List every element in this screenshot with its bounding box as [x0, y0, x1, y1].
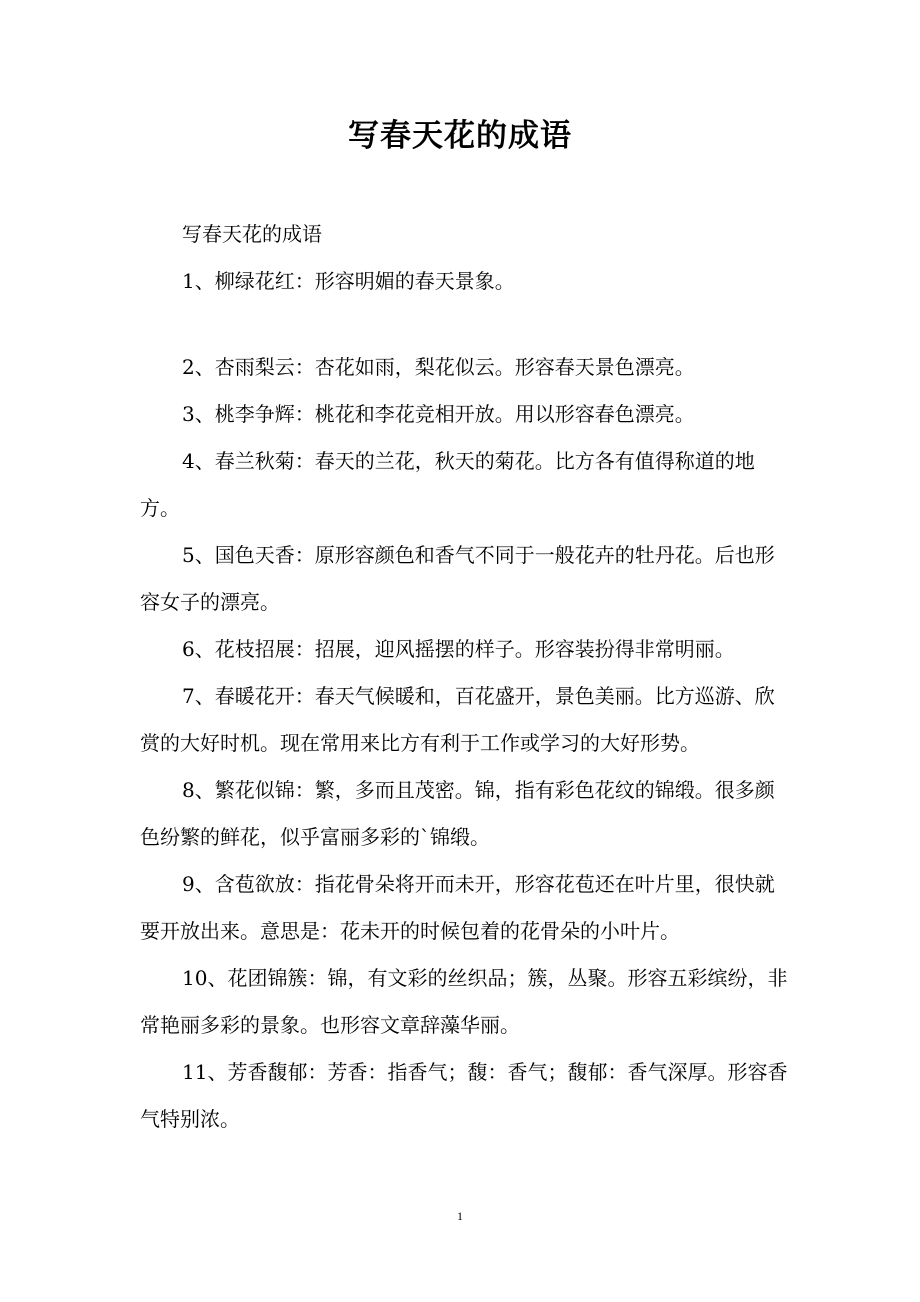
- paragraph-idiom-4: 4、春兰秋菊：春天的兰花，秋天的菊花。比方各有值得称道的地方。: [140, 449, 755, 520]
- paragraph-idiom-1: 1、柳绿花红：形容明媚的春天景象。: [182, 269, 515, 293]
- paragraph-idiom-7: 7、春暖花开：春天气候暖和，百花盛开，景色美丽。比方巡游、欣赏的大好时机。现在常用来比方有利于工作或学习的大好形势。: [140, 684, 775, 755]
- paragraph-idiom-2: 2、杏雨梨云：杏花如雨，梨花似云。形容春天景色漂亮。: [182, 355, 695, 379]
- document-title: 写春天花的成语: [348, 118, 572, 154]
- paragraph-idiom-9: 9、含苞欲放：指花骨朵将开而未开，形容花苞还在叶片里，很快就要开放出来。意思是：花未开的时候包着的花骨朵的小叶片。: [140, 872, 775, 943]
- paragraph-idiom-3: 3、桃李争辉：桃花和李花竞相开放。用以形容春色漂亮。: [182, 402, 695, 426]
- paragraph-idiom-8: 8、繁花似锦：繁，多而且茂密。锦，指有彩色花纹的锦缎。很多颜色纷繁的鲜花，似乎富丽多彩的`锦缎。: [140, 778, 775, 849]
- paragraph-idiom-11: 11、芳香馥郁：芳香：指香气；馥：香气；馥郁：香气深厚。形容香气特别浓。: [140, 1060, 788, 1131]
- paragraph-idiom-10: 10、花团锦簇：锦，有文彩的丝织品；簇，丛聚。形容五彩缤纷，非常艳丽多彩的景象。也形容文章辞藻华丽。: [140, 966, 788, 1037]
- paragraph-idiom-6: 6、花枝招展：招展，迎风摇摆的样子。形容装扮得非常明丽。: [182, 637, 735, 661]
- document-body: [140, 211, 790, 1143]
- page-number: 1: [457, 1209, 463, 1223]
- paragraph-idiom-5: 5、国色天香：原形容颜色和香气不同于一般花卉的牡丹花。后也形容女子的漂亮。: [140, 543, 775, 614]
- paragraph-heading: 写春天花的成语: [182, 222, 322, 246]
